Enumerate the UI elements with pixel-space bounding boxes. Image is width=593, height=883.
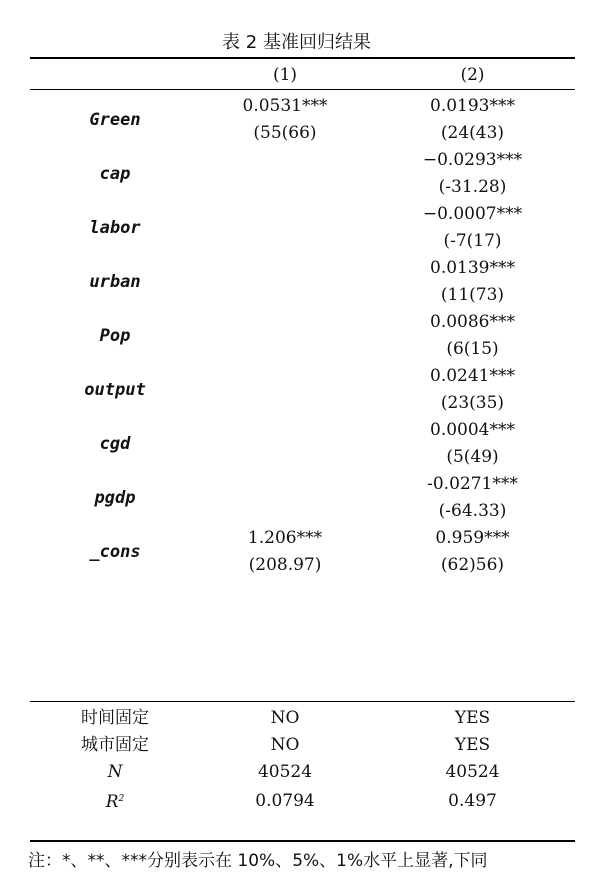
statistic-cell — [200, 174, 370, 201]
coefficient-cell: 0.0531*** — [242, 96, 328, 116]
statistic-cell: (24(43) — [440, 123, 505, 143]
table-caption: 表 2 基准回归结果 — [222, 32, 371, 53]
statistic-cell — [200, 390, 370, 417]
statistic-cell — [200, 282, 370, 309]
coefficient-cell: -0.0271*** — [427, 474, 518, 494]
row-label: 城市固定 — [81, 735, 149, 755]
statistic-cell: (6(15) — [446, 339, 499, 359]
variable-name: Pop — [99, 325, 131, 346]
statistic-cell: (55(66) — [253, 123, 317, 143]
row-label — [30, 786, 200, 816]
header-cell-2: (2) — [460, 64, 485, 85]
table-row — [30, 201, 575, 228]
top-rule — [30, 57, 575, 59]
table-row — [30, 471, 575, 498]
variable-name: Green — [89, 109, 141, 130]
variable-name: _cons — [89, 541, 141, 562]
regression-table — [30, 60, 575, 579]
statistic-cell: (-7(17) — [443, 231, 502, 251]
variable-name: labor — [89, 217, 141, 238]
table-note: 注：*、**、***分别表示在 10%、5%、1%水平上显著,下同 — [28, 851, 488, 871]
coefficient-cell — [200, 201, 370, 228]
coefficient-cell: 0.959*** — [435, 528, 510, 548]
variable-name: pgdp — [94, 487, 136, 508]
coefficient-cell: 0.0139*** — [430, 258, 515, 278]
coefficient-cell — [200, 363, 370, 390]
coefficient-cell — [200, 309, 370, 336]
cell: 0.497 — [448, 790, 497, 811]
statistic-cell: (208.97) — [248, 555, 322, 575]
variable-name: urban — [89, 271, 141, 292]
coefficient-cell — [200, 147, 370, 174]
coefficient-cell: 0.0086*** — [430, 312, 515, 332]
variable-name: output — [84, 379, 146, 400]
table-row — [30, 147, 575, 174]
cell: NO — [270, 708, 300, 728]
table-row — [30, 525, 575, 552]
coefficient-cell — [200, 471, 370, 498]
row-label: 时间固定 — [81, 708, 149, 728]
table-row — [30, 309, 575, 336]
mid-rule — [30, 701, 575, 702]
table-row — [30, 255, 575, 282]
row-label: N — [107, 762, 123, 782]
variable-name: cap — [99, 163, 131, 184]
statistic-cell: (5(49) — [446, 447, 499, 467]
cell: YES — [454, 708, 491, 728]
table-row — [30, 93, 575, 120]
coefficient-cell: 0.0193*** — [430, 96, 515, 116]
cell: NO — [270, 735, 300, 755]
statistic-cell: (-31.28) — [438, 177, 507, 197]
statistic-cell: (11(73) — [440, 285, 505, 305]
table-row — [30, 759, 575, 786]
statistic-cell: (-64.33) — [438, 501, 507, 521]
cell: 40524 — [445, 762, 500, 782]
table-row — [30, 705, 575, 732]
statistic-cell: (23(35) — [440, 393, 505, 413]
statistic-cell — [200, 336, 370, 363]
coefficient-cell: 0.0004*** — [430, 420, 515, 440]
statistic-cell — [200, 498, 370, 525]
cell: 40524 — [257, 762, 313, 782]
coefficient-rows — [30, 93, 575, 579]
cell: 0.0794 — [255, 790, 315, 811]
r-label: R — [105, 792, 119, 812]
table-row — [30, 363, 575, 390]
header-cell-1: (1) — [272, 64, 298, 85]
cell: YES — [454, 735, 491, 755]
r-superscript: 2 — [118, 794, 125, 804]
footer-table — [30, 705, 575, 816]
header-cell-0 — [30, 60, 200, 90]
statistic-cell — [200, 228, 370, 255]
table-row — [30, 417, 575, 444]
coefficient-cell: −0.0293*** — [422, 150, 523, 170]
coefficient-cell: 1.206*** — [247, 528, 323, 548]
table-row — [30, 732, 575, 759]
coefficient-cell — [200, 255, 370, 282]
variable-name: cgd — [99, 433, 131, 454]
coefficient-cell — [200, 417, 370, 444]
table-row — [30, 786, 575, 816]
coefficient-cell: 0.0241*** — [430, 366, 515, 386]
bottom-rule — [30, 840, 575, 842]
coefficient-cell: −0.0007*** — [422, 204, 523, 224]
statistic-cell — [200, 444, 370, 471]
statistic-cell: (62)56) — [440, 555, 505, 575]
header-row — [30, 60, 575, 90]
